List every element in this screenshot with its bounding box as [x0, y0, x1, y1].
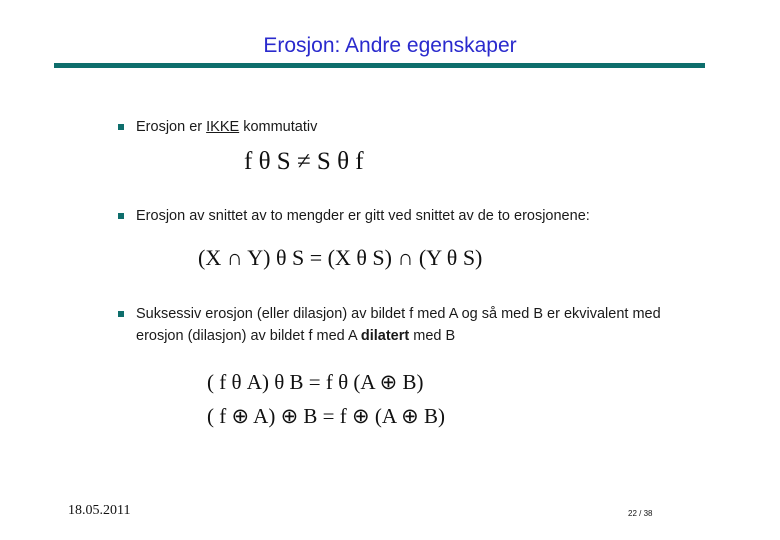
bullet-square-icon [118, 124, 124, 130]
bullet-1-text-pre: Erosjon er [136, 119, 207, 135]
bullet-2-text: Erosjon av snittet av to mengder er gitt ved snittet av de to erosjonene: [136, 208, 590, 224]
bullet-square-icon [118, 213, 124, 219]
formula-successive-dilation: ( f ⊕ A) ⊕ B = f ⊕ (A ⊕ B) [207, 404, 445, 428]
page-number: 22 / 38 [628, 509, 653, 518]
formula-non-commutative: f θ S ≠ S θ f [244, 148, 364, 175]
formula-intersection: (X ∩ Y) θ S = (X θ S) ∩ (Y θ S) [198, 245, 483, 270]
bullet-3-line-1: Suksessiv erosjon (eller dilasjon) av bildet f med A og så med B er ekvivalent med [136, 306, 661, 322]
slide-title: Erosjon: Andre egenskaper [263, 34, 517, 57]
bullet-3-line-2-post: med B [409, 328, 456, 344]
bullet-square-icon [118, 311, 124, 317]
bullet-1-text-post: kommutativ [239, 119, 318, 135]
bullet-1-emphasis: IKKE [206, 119, 240, 135]
bullet-3-line-2 [136, 326, 455, 347]
title-divider [54, 63, 705, 68]
bullet-3-line-2-pre: erosjon (dilasjon) av bildet f med A [136, 328, 361, 344]
bullet-3-emphasis: dilatert [360, 328, 410, 344]
formula-successive-erosion: ( f θ A) θ B = f θ (A ⊕ B) [207, 370, 424, 394]
footer-date: 18.05.2011 [68, 503, 131, 518]
bullet-1-text [136, 117, 317, 138]
